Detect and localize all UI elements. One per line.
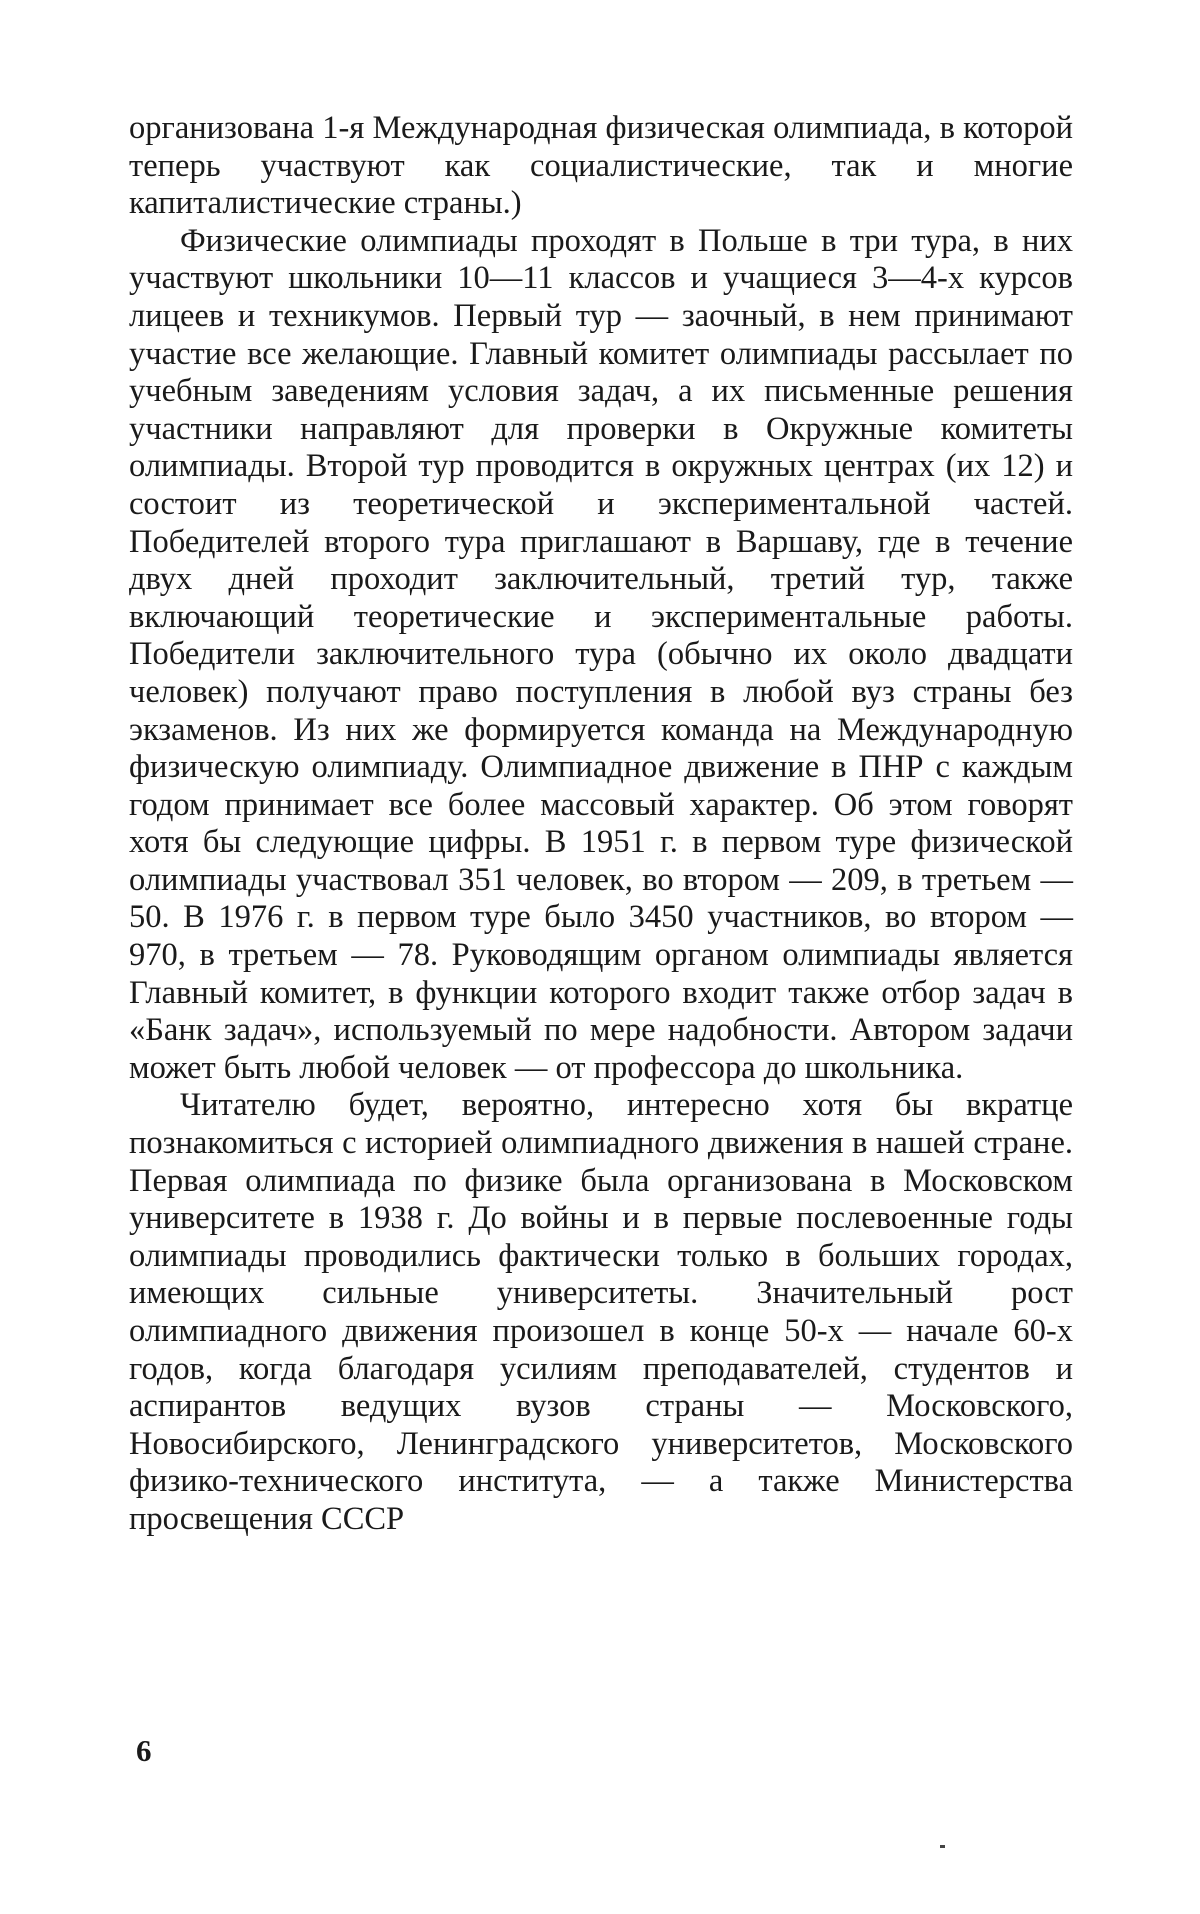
paragraph-polish-olympiads: Физические олимпиады проходят в Польше в три тура, в них участвуют школьники 10—11 классов и учащиеся 3—4-х курсов лицеев и техникумов. Первый тур — заочный, в нем принимают участие все желающие. Главный комитет олимпиады рассылает по учебным заведениям условия задач, а их письменные решения участники направляют для проверки в Окружные комитеты олимпиады. Второй тур проводится в окружных центрах (их 12) и состоит из теоретической и экспериментальной частей. Победителей второго тура приглашают в Варшаву, где в течение двух дней проходит заключительный, третий тур, также включающий теоретические и экспериментальные работы. Победители заключительного тура (обычно их около двадцати человек) получают право поступления в любой вуз страны без экзаменов. Из них же формируется команда на Международную физическую олимпиаду. Олимпиадное движение в ПНР с каждым годом принимает все более массовый характер. Об этом говорят хотя бы следующие цифры. В 1951 г. в первом туре физической олимпиады участвовал 351 человек, во втором — 209, в третьем — 50. В 1976 г. в первом туре было 3450 участников, во втором — 970, в третьем — 78. Руководящим органом олимпиады является Главный комитет, в функции которого входит также отбор задач в «Банк задач», используемый по мере надобности. Автором задачи может быть любой человек — от профессора до школьника. — [129, 222, 1073, 1086]
paragraph-continuation: организована 1-я Международная физическая олимпиада, в которой теперь участвуют как социалистические, так и многие капиталистические страны.) — [129, 110, 1073, 222]
body-text — [129, 110, 1073, 1539]
paragraph-ussr-history: Читателю будет, вероятно, интересно хотя бы вкратце познакомиться с историей олимпиадного движения в нашей стране. Первая олимпиада по физике была организована в Московском университете в 1938 г. До войны и в первые послевоенные годы олимпиады проводились фактически только в больших городах, имеющих сильные университеты. Значительный рост олимпиадного движения произошел в конце 50-х — начале 60-х годов, когда благодаря усилиям преподавателей, студентов и аспирантов ведущих вузов страны — Московского, Новосибирского, Ленинградского университетов, Московского физико-технического института, — а также Министерства просвещения СССР — [129, 1087, 1073, 1537]
page-number: 6 — [136, 1733, 152, 1768]
scan-speck — [940, 1845, 945, 1848]
